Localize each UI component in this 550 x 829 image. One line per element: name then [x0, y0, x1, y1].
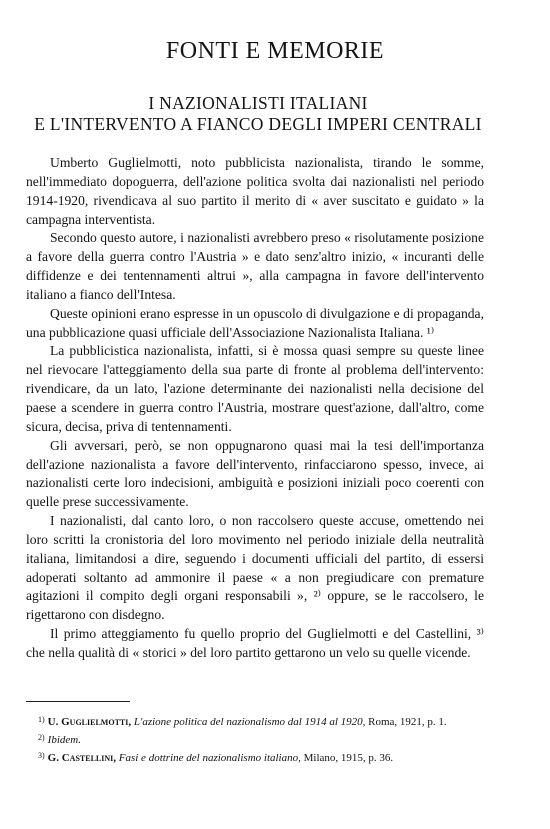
article-title-line-1: I NAZIONALISTI ITALIANI: [148, 93, 368, 113]
body-paragraph: Gli avversari, però, se non oppugnarono quasi mai la tesi dell'importanza dell'azione nazionalista a favore dell'intervento, rinfacciarono spesso, invece, ai nazionalisti certe loro indecisioni, ambiguità e posizioni iniziali poco coerenti con quelle prese successivamente.: [26, 437, 484, 510]
footnote-author: G. Castellini,: [47, 752, 116, 765]
footnote-1: [26, 712, 484, 730]
footnote-3: [26, 748, 484, 766]
body-paragraph: Secondo questo autore, i nazionalisti avrebbero preso « risolutamente posizione a favore della guerra contro l'Austria » e dato senz'altro inizio, « incuranti delle diffidenze e dei tentennamenti altrui », alla campagna in favore dell'intervento italiano a fianco dell'Intesa.: [26, 230, 484, 302]
footnote-publication: Milano, 1915, p. 36.: [303, 752, 394, 765]
footnote-title: Fasi e dottrine del nazionalismo italiano,: [118, 752, 301, 765]
footnote-publication: Roma, 1921, p. 1.: [368, 716, 447, 728]
footnote-author: U. Guglielmotti,: [47, 716, 132, 728]
section-title: FONTI E MEMORIE: [165, 38, 385, 64]
footnote-number: 3): [38, 751, 45, 761]
body-paragraph: La pubblicistica nazionalista, infatti, si è mossa quasi sempre su queste linee nel rievocare l'atteggiamento della sua parte di fronte al problema dell'intervento: rivendicare, da un lato, l'azione determinante dei nazionalisti nella decisione del paese a scendere in guerra contro l'Austria, mostrare quest'azione, dall'altro, come sicura, decisa, priva di tentennamenti.: [26, 343, 484, 434]
footnote-number: 1): [38, 715, 45, 724]
footnote-title: Ibidem.: [47, 734, 81, 747]
footnote-2: [26, 730, 484, 748]
footnote-number: 2): [38, 733, 45, 743]
article-body: [26, 154, 484, 663]
body-paragraph: Queste opinioni erano espresse in un opuscolo di divulgazione e di propaganda, una pubblicazione quasi ufficiale dell'Associazione Nazionalista Italiana. ¹⁾: [26, 305, 484, 340]
body-paragraph: Il primo atteggiamento fu quello proprio del Guglielmotti e del Castellini, ³⁾ che nella qualità di « storici » del loro partito gettarono un velo su quelle vicende.: [26, 626, 484, 660]
article-title: [18, 93, 498, 135]
article-title-line-2: E L'INTERVENTO A FIANCO DEGLI IMPERI CENTRALI: [34, 114, 482, 134]
body-paragraph: Umberto Guglielmotti, noto pubblicista nazionalista, tirando le somme, nell'immediato dopoguerra, dell'azione politica svolta dai nazionalisti nel periodo 1914-1920, rivendicava al suo partito il merito di « aver suscitato e guidato » la campagna interventista.: [26, 155, 484, 227]
body-paragraph: I nazionalisti, dal canto loro, o non raccolsero queste accuse, omettendo nei loro scritti la cronistoria del loro movimento nel periodo iniziale della neutralità italiana, limitandosi a dire, seguendo i documenti ufficiali del partito, di essersi adoperati soltanto ad ammonire il paese « a non pregiudicare con premature agitazioni il compito degli organi responsabili », ²⁾ oppure, se le raccolsero, le rigettarono con disdegno.: [26, 513, 484, 623]
footnote-title: L'azione politica del nazionalismo dal 1914 al 1920,: [133, 716, 366, 728]
footnote-divider: [26, 701, 130, 702]
footnotes: [26, 712, 484, 767]
